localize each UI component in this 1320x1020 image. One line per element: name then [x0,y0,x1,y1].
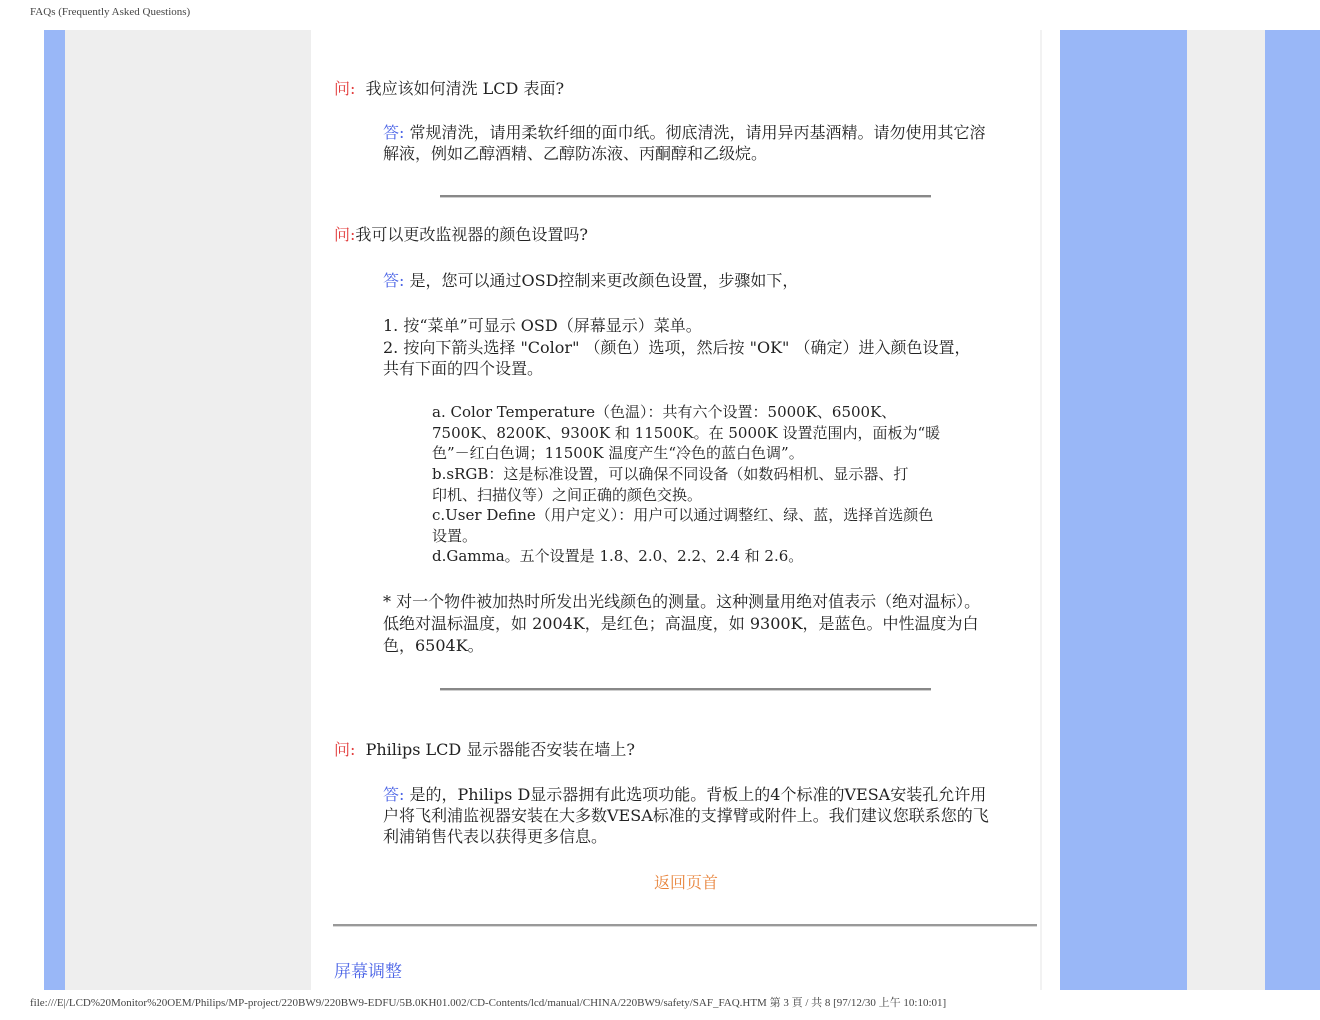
faq-content [311,30,1040,990]
answer-text: 是的，Philips D显示器拥有此选项功能。背板上的4个标准的VESA安装孔允许用户将飞利浦监视器安装在大多数VESA标准的支撑臂或附件上。我们建议您联系您的飞利浦销售代表以获得更多信息。 [383,785,989,846]
color-temperature-note: * 对一个物件被加热时所发出光线颜色的测量。这种测量用绝对值表示（绝对温标）。低绝对温标温度，如 2004K，是红色；高温度，如 9300K，是蓝色。中性温度为白色，6504K。 [383,592,981,655]
faq1-question [334,78,564,100]
right-separator [1040,30,1042,990]
faq2-step-2: 2. 按向下箭头选择 "Color" （颜色）选项，然后按 "OK" （确定）进入颜色设置，共有下面的四个设置。 [383,338,971,378]
answer-label: 答: [383,785,405,804]
left-gray-band [65,30,311,990]
screen-adjustment-link[interactable]: 屏幕调整 [334,962,402,982]
faq1-answer [383,122,987,164]
user-define-item: c.User Define（用户定义）：用户可以通过调整红、绿、蓝，选择首选颜色设置。 [432,506,934,545]
question-text: Philips LCD 显示器能否安装在墙上? [365,740,635,759]
question-label: 问: [334,79,356,98]
color-temperature-item: a. Color Temperature（色温）：共有六个设置：5000K、6500K、7500K、8200K、9300K 和 11500K。在 5000K 设置范围内，面板为“暖色”－红白色调；11500K 温度产生“冷色的蓝白色调”。 [432,403,941,462]
divider [440,195,931,198]
right-gray-band [1187,30,1265,990]
answer-text: 是，您可以通过OSD控制来更改颜色设置，步骤如下， [409,271,799,290]
answer-text: 常规清洗，请用柔软纤细的面巾纸。彻底清洗，请用异丙基酒精。请勿使用其它溶解液，例如乙醇酒精、乙醇防冻液、丙酮醇和乙级烷。 [383,123,986,163]
page-header-title: FAQs (Frequently Asked Questions) [30,6,191,18]
page-footer-path: file:///E|/LCD%20Monitor%20OEM/Philips/MP-project/220BW9/220BW9-EDFU/5B.0KH01.002/CD-Contents/lcd/manual/CHINA/220BW9/safety/SAF_FAQ.HTM 第 3 頁 / 共 8 [97/12/30 上午 10:10:01] [30,997,947,1009]
faq2-step-1: 1. 按“菜单”可显示 OSD（屏幕显示）菜单。 [383,316,702,335]
question-text: 我应该如何清洗 LCD 表面? [365,79,565,98]
question-label: 问: [334,740,356,759]
right-blue-band-outer [1265,30,1320,990]
left-blue-band [44,30,65,990]
srgb-item: b.sRGB：这是标准设置，可以确保不同设备（如数码相机、显示器、打印机、扫描仪等）之间正确的颜色交换。 [432,465,909,504]
answer-label: 答: [383,123,405,142]
gamma-item: d.Gamma。五个设置是 1.8、2.0、2.2、2.4 和 2.6。 [432,547,804,565]
faq2-answer [383,270,987,291]
question-text: 我可以更改监视器的颜色设置吗? [355,225,588,244]
section-divider [333,924,1037,927]
faq3-answer [383,784,989,847]
right-blue-band [1060,30,1187,990]
back-to-top-link[interactable]: 返回页首 [654,873,719,892]
faq3-question [334,739,635,761]
divider [440,688,931,691]
question-label: 问: [334,225,356,244]
answer-label: 答: [383,271,405,290]
faq2-question [334,224,588,246]
